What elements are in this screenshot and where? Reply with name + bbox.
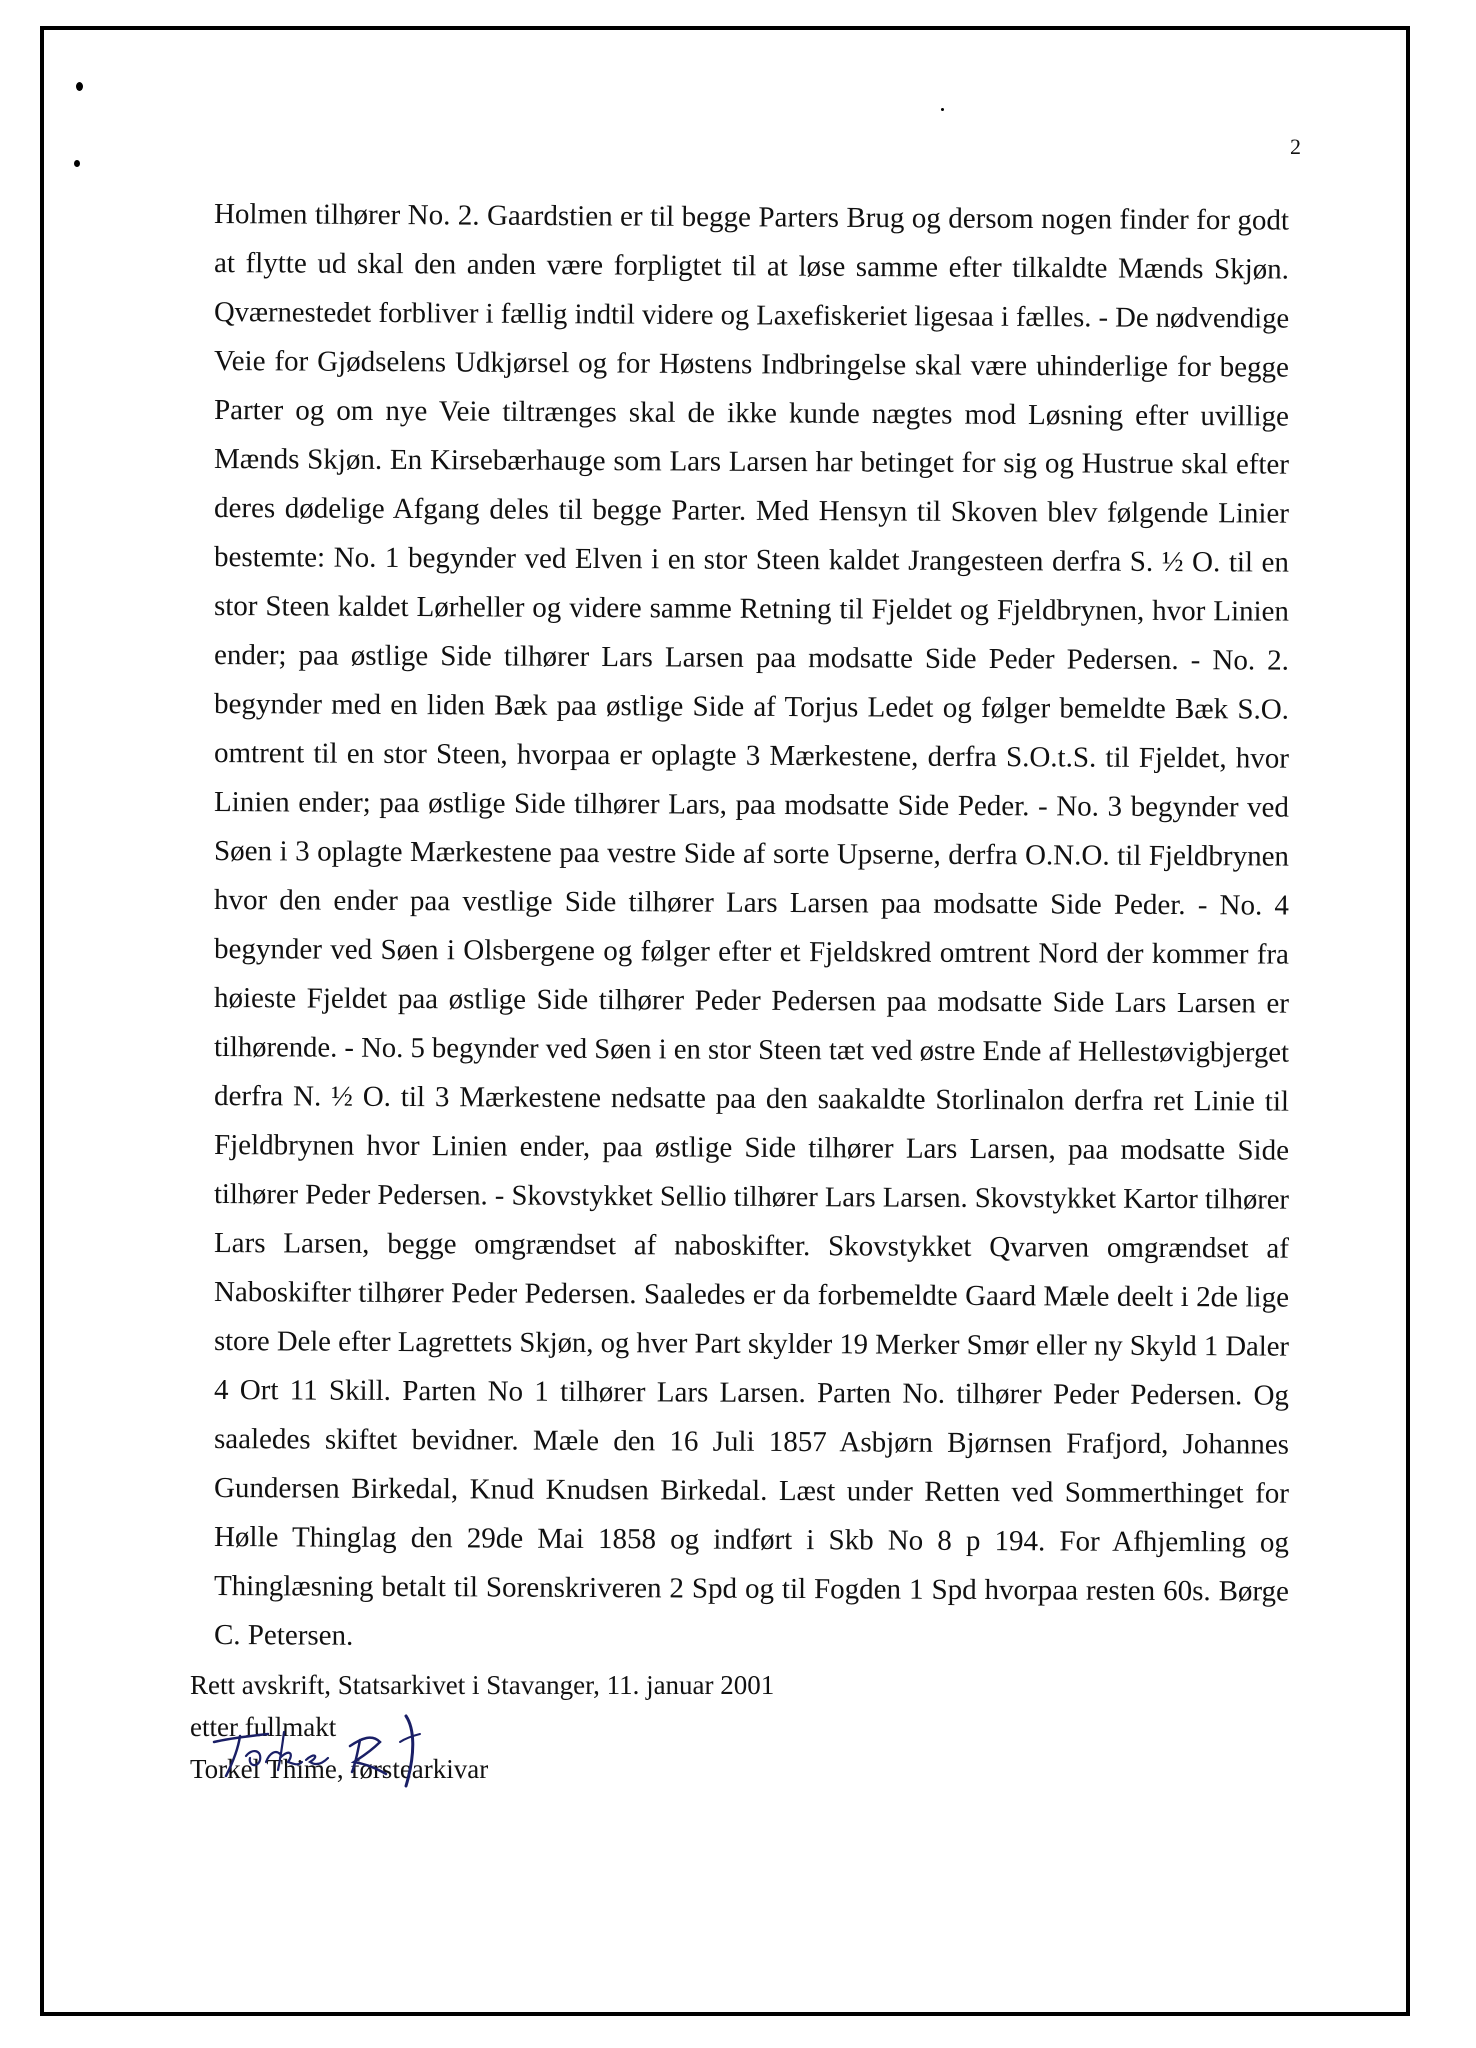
body-line: Qværnestedet forbliver i fællig indtil videre og Laxefiskeriet ligesaa i fælles. - De nødvendige bbox=[213, 297, 1290, 335]
body-line: stor Steen kaldet Lørheller og videre samme Retning til Fjeldet og Fjeldbrynen, hvor Linien bbox=[213, 590, 1290, 628]
page-number: 2 bbox=[1290, 134, 1301, 159]
body-line: ender; paa østlige Side tilhører Lars Larsen paa modsatte Side Peder Pedersen. - No. 2. bbox=[213, 639, 1290, 677]
scan-speck bbox=[74, 160, 80, 167]
authorization-line: etter fullmakt bbox=[190, 1712, 337, 1742]
signatory-line: Torkel Thime, førstearkivar bbox=[190, 1754, 489, 1784]
body-line: Hølle Thinglag den 29de Mai 1858 og indført i Skb No 8 p 194. For Afhjemling og bbox=[213, 1521, 1290, 1559]
body-line: at flytte ud skal den anden være forpligtet til at løse samme efter tilkaldte Mænds Skjøn. bbox=[213, 247, 1290, 286]
body-line: begynder med en liden Bæk paa østlige Side af Torjus Ledet og følger bemeldte Bæk S.O. bbox=[213, 688, 1290, 726]
body-line: saaledes skiftet bevidner. Mæle den 16 Juli 1857 Asbjørn Bjørnsen Frafjord, Johannes bbox=[213, 1423, 1290, 1461]
body-line: store Dele efter Lagrettets Skjøn, og hver Part skylder 19 Merker Smør eller ny Skyld 1 Daler bbox=[213, 1325, 1290, 1363]
body-line: deres dødelige Afgang deles til begge Parter. Med Hensyn til Skoven blev følgende Linier bbox=[213, 492, 1290, 530]
body-line: tilhører Peder Pedersen. - Skovstykket Sellio tilhører Lars Larsen. Skovstykket Kartor tilhører bbox=[213, 1179, 1290, 1216]
body-line: C. Petersen. bbox=[213, 1619, 354, 1652]
body-line: 4 Ort 11 Skill. Parten No 1 tilhører Lars Larsen. Parten No. tilhører Peder Pedersen. Og bbox=[213, 1374, 1290, 1412]
body-line: Lars Larsen, begge omgrændset af naboskifter. Skovstykket Qvarven omgrændset af bbox=[213, 1227, 1290, 1265]
body-line: derfra N. ½ O. til 3 Mærkestene nedsatte paa den saakaldte Storlinalon derfra ret Linie til bbox=[213, 1080, 1290, 1118]
body-line: Parter og om nye Veie tiltrænges skal de ikke kunde nægtes mod Løsning efter uvillige bbox=[213, 394, 1290, 433]
scan-speck bbox=[941, 108, 944, 111]
document-body bbox=[214, 190, 1289, 1660]
body-line: Mænds Skjøn. En Kirsebærhauge som Lars Larsen har betinget for sig og Hustrue skal efter bbox=[213, 443, 1290, 481]
certification-line: Rett avskrift, Statsarkivet i Stavanger, 11. januar 2001 bbox=[190, 1670, 775, 1700]
body-line: Linien ender; paa østlige Side tilhører Lars, paa modsatte Side Peder. - No. 3 begynder ved bbox=[213, 786, 1290, 824]
body-line: Thinglæsning betalt til Sorenskriveren 2 Spd og til Fogden 1 Spd hvorpaa resten 60s. Børge bbox=[213, 1570, 1290, 1608]
body-line: bestemte: No. 1 begynder ved Elven i en stor Steen kaldet Jrangesteen derfra S. ½ O. til en bbox=[213, 541, 1290, 579]
body-line: hvor den ender paa vestlige Side tilhører Lars Larsen paa modsatte Side Peder. - No. 4 bbox=[213, 884, 1290, 922]
body-line: Gundersen Birkedal, Knud Knudsen Birkedal. Læst under Retten ved Sommerthinget for bbox=[213, 1472, 1290, 1510]
scan-speck bbox=[76, 82, 83, 91]
body-line: Veie for Gjødselens Udkjørsel og for Høstens Indbringelse skal være uhinderlige for begge bbox=[213, 345, 1290, 384]
body-line: Naboskifter tilhører Peder Pedersen. Saaledes er da forbemeldte Gaard Mæle deelt i 2de lige bbox=[213, 1276, 1290, 1314]
body-line: Holmen tilhører No. 2. Gaardstien er til begge Parters Brug og dersom nogen finder for godt bbox=[213, 198, 1290, 237]
body-line: omtrent til en stor Steen, hvorpaa er oplagte 3 Mærkestene, derfra S.O.t.S. til Fjeldet, hvor bbox=[213, 737, 1290, 775]
body-line: Søen i 3 oplagte Mærkestene paa vestre Side af sorte Upserne, derfra O.N.O. til Fjeldbrynen bbox=[213, 835, 1290, 873]
handwritten-signature bbox=[210, 1712, 430, 1792]
body-line: tilhørende. - No. 5 begynder ved Søen i en stor Steen tæt ved østre Ende af Hellestøvigbjerget bbox=[213, 1031, 1290, 1069]
body-line: høieste Fjeldet paa østlige Side tilhører Peder Pedersen paa modsatte Side Lars Larsen er bbox=[213, 982, 1290, 1020]
body-line: begynder ved Søen i Olsbergene og følger efter et Fjeldskred omtrent Nord der kommer fra bbox=[213, 933, 1290, 971]
body-line: Fjeldbrynen hvor Linien ender, paa østlige Side tilhører Lars Larsen, paa modsatte Side bbox=[213, 1129, 1290, 1167]
